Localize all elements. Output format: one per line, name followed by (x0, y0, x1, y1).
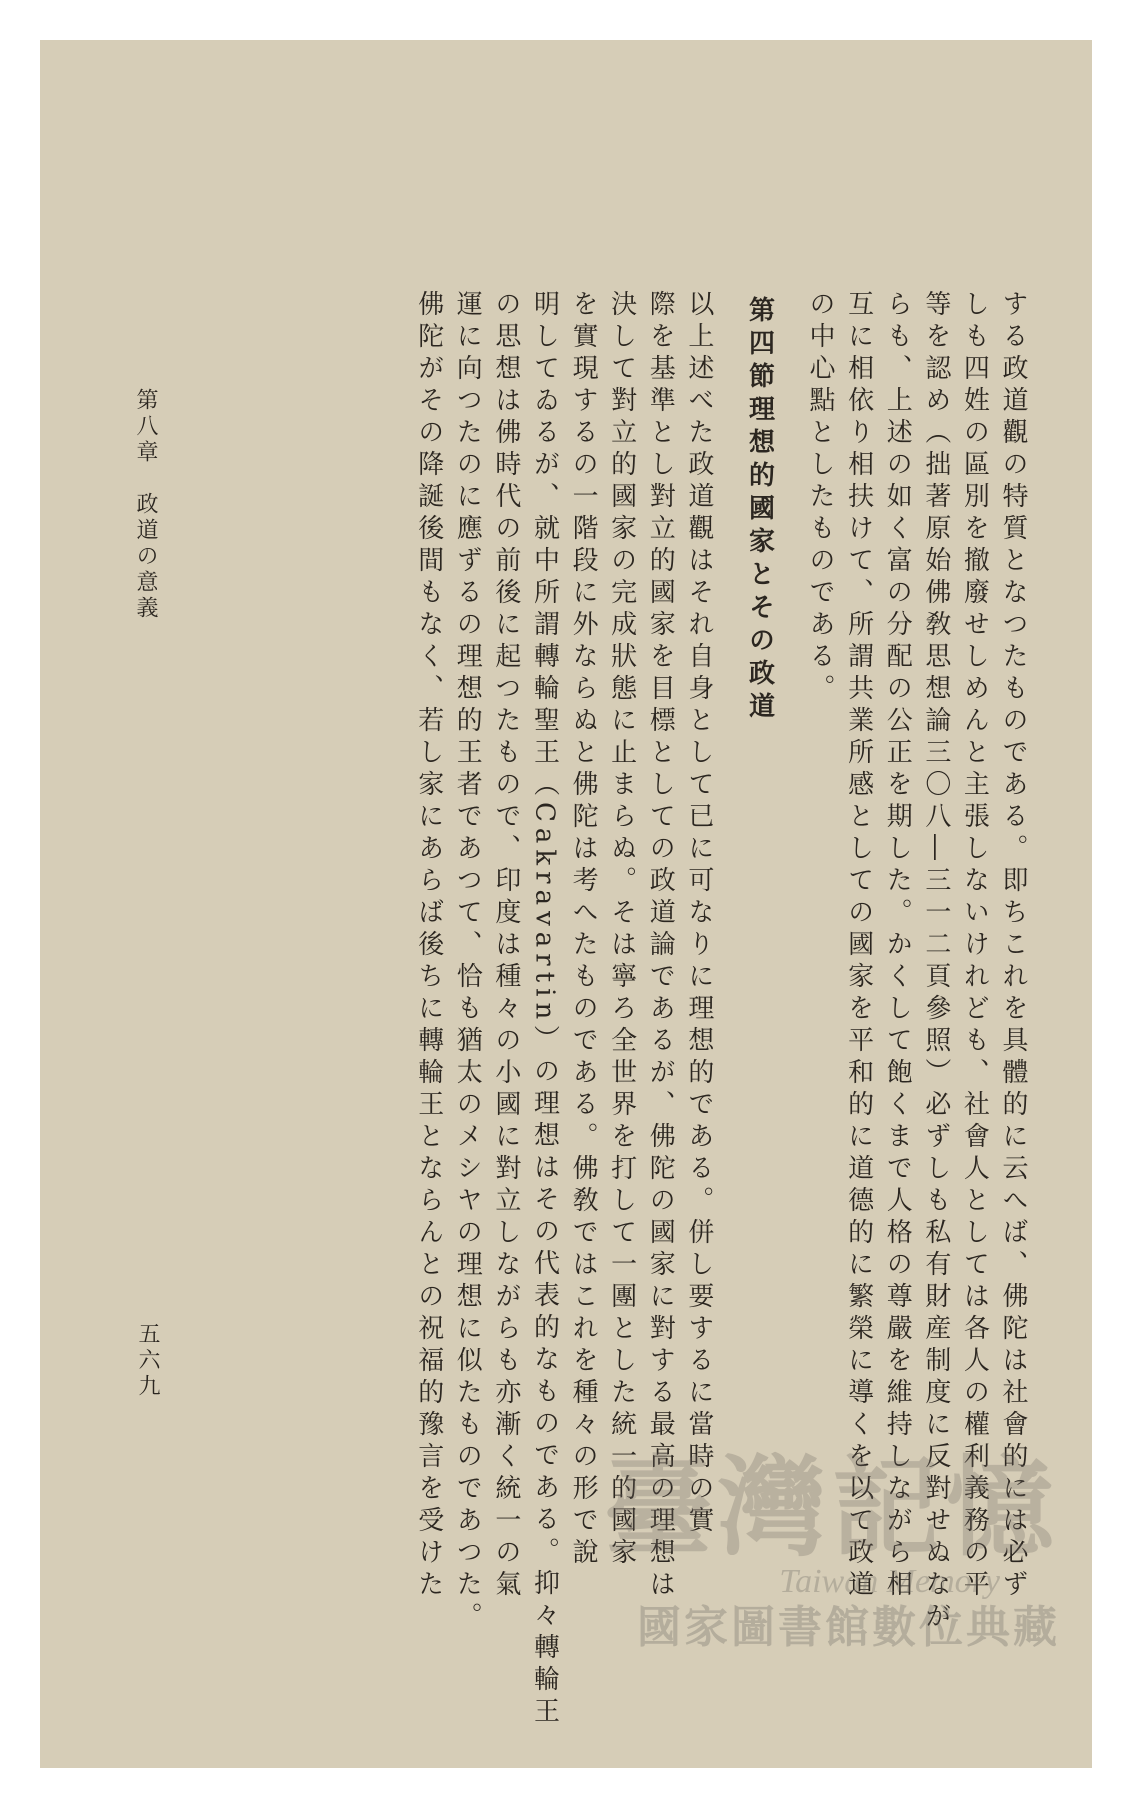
text-line: 互に相依り相扶けて、所謂共業所感としての國家を平和的に道德的に繁榮に導くを以て政道 (843, 290, 874, 1602)
section-heading (740, 290, 779, 1610)
watermark-latin: Taiwan Memory (779, 1563, 1000, 1600)
text-line: しも四姓の區別を撤廢せしめんと主張しないけれども、社會人としては各人の權利義務の平 (959, 290, 990, 1602)
section-number: 第四節 (744, 296, 775, 395)
running-head (130, 388, 161, 622)
text-line: の思想は佛時代の前後に起つたもので、印度は種々の小國に對立しながらも亦漸く統一の氣 (490, 290, 521, 1602)
text-line: 明してゐるが、就中所謂轉輪聖王（Cakravartin）の理想はその代表的なものである。抑々轉輪王 (529, 290, 560, 1730)
text-line: 以上述べた政道觀はそれ自身として已に可なりに理想的である。併し要するに當時の實 (683, 290, 714, 1538)
text-line: 際を基準とし對立的國家を目標としての政道論であるが、佛陀の國家に對する最高の理想は (645, 290, 676, 1602)
text-line: らも、上述の如く富の分配の公正を期した。かくして飽くまで人格の尊嚴を維持しながら相 (882, 290, 913, 1602)
page-number: 五六九 (135, 1322, 160, 1400)
text-line: 決して對立的國家の完成狀態に止まらぬ。そは寧ろ全世界を打して一團とした統一的國家 (606, 290, 637, 1570)
text-line: 等を認め（拙著原始佛敎思想論三〇八―三一二頁參照）必ずしも私有財産制度に反對せぬなが (920, 290, 951, 1634)
text-line: 佛陀がその降誕後間もなく、若し家にあらば後ちに轉輪王とならんとの祝福的豫言を受けた (413, 290, 444, 1602)
chapter-title: 政道の意義 (133, 492, 158, 622)
watermark-label: 國家圖書館數位典藏 (637, 1602, 1060, 1653)
text-line: の中心點としたものである。 (805, 290, 836, 706)
section-title: 理想的國家とその政道 (744, 395, 775, 725)
watermark-logo-text: 臺灣記憶 (603, 1445, 1060, 1571)
book-page (40, 40, 1092, 1768)
text-line: 運に向つたのに應ずるの理想的王者であつて、恰も猶太のメシヤの理想に似たものであつた。 (452, 290, 483, 1634)
text-line: を實現するの一階段に外ならぬと佛陀は考へたものである。佛敎ではこれを種々の形で說 (568, 290, 599, 1570)
text-line: する政道觀の特質となつたものである。即ちこれを具體的に云へば、佛陀は社會的には必ず (998, 290, 1028, 1602)
chapter-label: 第八章 (133, 388, 158, 466)
